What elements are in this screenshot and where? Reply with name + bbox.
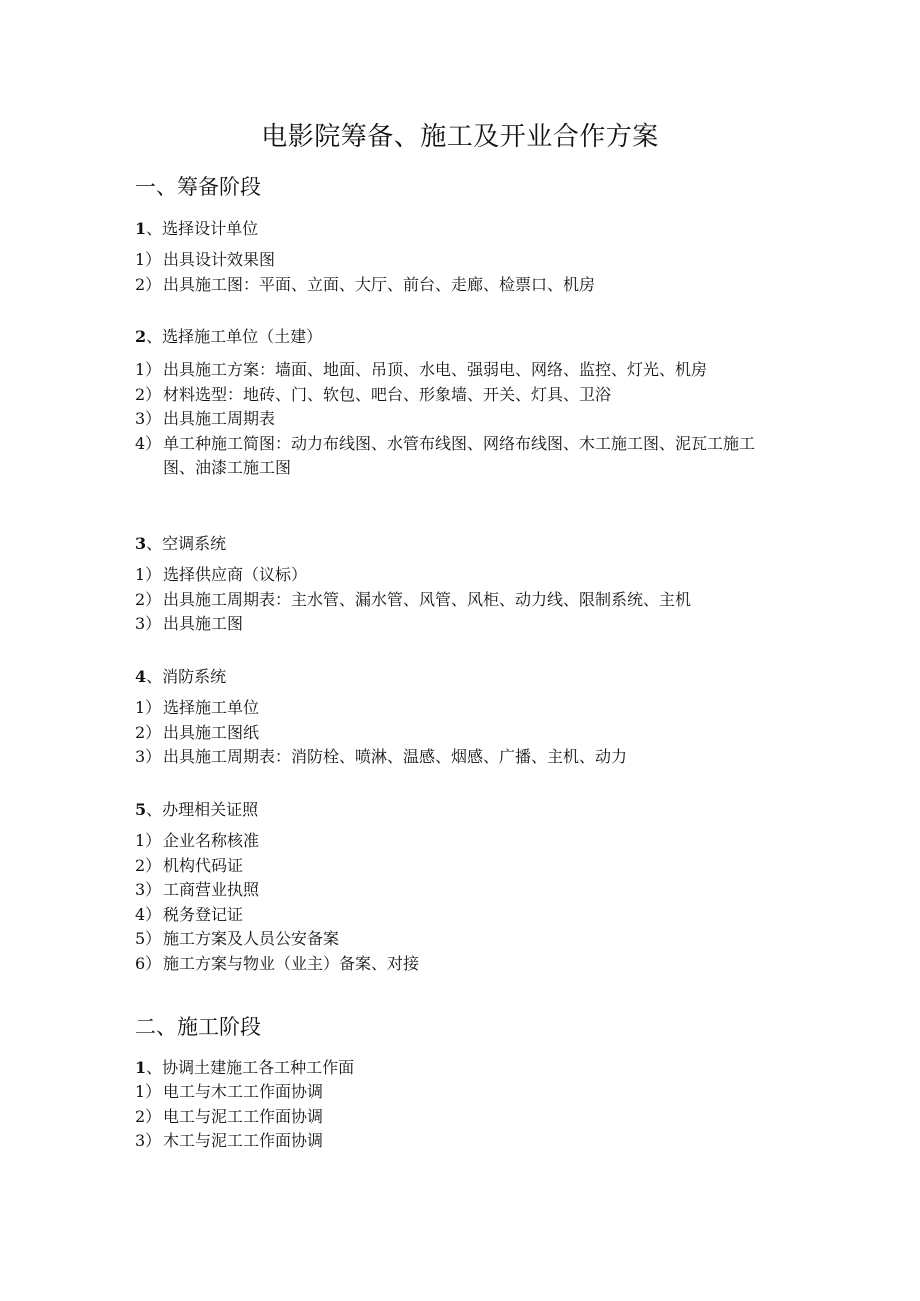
document-title: 电影院筹备、施工及开业合作方案 xyxy=(261,122,659,152)
subsection-heading-design-unit xyxy=(135,217,258,241)
list-marker: 2） xyxy=(135,384,162,404)
list-text: 企业名称核准 xyxy=(163,831,260,850)
list-text: 出具施工方案：墙面、地面、吊顶、水电、强弱电、网络、监控、灯光、机房 xyxy=(163,360,708,379)
list-text: 出具施工图 xyxy=(163,614,244,633)
list-text: 施工方案与物业（业主）备案、对接 xyxy=(163,953,420,973)
list-marker: 1） xyxy=(135,250,162,269)
list-marker: 1） xyxy=(135,360,162,379)
subsection-number: 4 xyxy=(135,667,147,686)
list-marker: 6） xyxy=(135,953,162,973)
subsection-title: 、选择施工单位（土建） xyxy=(146,327,323,346)
subsection-number: 2 xyxy=(135,327,147,346)
list-text: 出具施工图纸 xyxy=(163,722,260,742)
list-item xyxy=(135,248,785,273)
list-item xyxy=(135,927,785,952)
list-marker: 2） xyxy=(135,855,162,875)
subsection-number: 3 xyxy=(135,534,147,553)
list-item xyxy=(135,1080,785,1105)
list-text: 出具施工周期表 xyxy=(163,409,276,428)
list-item xyxy=(135,273,785,298)
subsection-title: 、选择设计单位 xyxy=(146,219,259,238)
list-item xyxy=(135,588,785,613)
list-text: 出具施工图：平面、立面、大厅、前台、走廊、检票口、机房 xyxy=(163,274,596,294)
list-text: 机构代码证 xyxy=(163,855,244,875)
list-marker: 1） xyxy=(135,1082,162,1101)
list-fire-protection xyxy=(135,696,785,770)
list-coordination xyxy=(135,1080,785,1154)
subsection-heading-licenses xyxy=(135,798,258,822)
list-item xyxy=(135,829,785,854)
subsection-title: 、消防系统 xyxy=(146,667,227,686)
list-item xyxy=(135,696,785,721)
list-text: 出具施工周期表：消防栓、喷淋、温感、烟感、广播、主机、动力 xyxy=(163,747,628,766)
subsection-number: 1 xyxy=(135,1058,147,1077)
list-design-unit xyxy=(135,248,785,297)
list-marker: 3） xyxy=(135,614,162,633)
subsection-number: 1 xyxy=(135,219,147,238)
list-licenses xyxy=(135,829,785,976)
subsection-title: 、空调系统 xyxy=(146,534,227,553)
list-text: 选择施工单位 xyxy=(163,698,260,717)
list-item xyxy=(135,432,785,481)
list-marker: 1） xyxy=(135,831,162,850)
list-text: 木工与泥工工作面协调 xyxy=(163,1131,324,1150)
subsection-heading-fire-protection xyxy=(135,665,226,689)
list-marker: 1） xyxy=(135,698,162,717)
list-item xyxy=(135,612,785,637)
list-item xyxy=(135,745,785,770)
list-marker: 2） xyxy=(135,722,162,742)
section-heading-construction: 二、施工阶段 xyxy=(135,1015,261,1039)
subsection-heading-coordination xyxy=(135,1056,354,1080)
list-item xyxy=(135,358,785,383)
list-item xyxy=(135,563,785,588)
list-text: 材料选型：地砖、门、软包、吧台、形象墙、开关、灯具、卫浴 xyxy=(163,384,612,404)
list-text: 税务登记证 xyxy=(163,904,244,924)
list-construction-unit xyxy=(135,358,785,481)
list-item xyxy=(135,903,785,928)
list-text: 施工方案及人员公安备案 xyxy=(163,929,340,948)
list-text: 选择供应商（议标） xyxy=(163,565,308,584)
list-marker: 3） xyxy=(135,747,162,766)
list-text: 电工与木工工作面协调 xyxy=(163,1082,324,1101)
list-text: 单工种施工简图：动力布线图、水管布线图、网络布线图、木工施工图、泥瓦工施工图、油漆工施工图 xyxy=(163,433,756,477)
list-text: 出具施工周期表：主水管、漏水管、风管、风柜、动力线、限制系统、主机 xyxy=(163,589,692,609)
list-marker: 2） xyxy=(135,589,162,609)
list-item xyxy=(135,721,785,746)
list-marker: 3） xyxy=(135,409,162,428)
list-item xyxy=(135,952,785,977)
section-heading-preparation: 一、筹备阶段 xyxy=(135,175,261,199)
list-marker: 5） xyxy=(135,929,162,948)
list-marker: 1） xyxy=(135,565,162,584)
subsection-title: 、办理相关证照 xyxy=(146,800,259,819)
list-item xyxy=(135,383,785,408)
list-item xyxy=(135,854,785,879)
subsection-number: 5 xyxy=(135,800,147,819)
subsection-heading-hvac xyxy=(135,532,226,556)
list-text: 电工与泥工工作面协调 xyxy=(163,1106,324,1126)
list-item xyxy=(135,1129,785,1154)
list-text: 出具设计效果图 xyxy=(163,250,276,269)
list-marker: 2） xyxy=(135,274,162,294)
list-item xyxy=(135,878,785,903)
list-marker: 3） xyxy=(135,1131,162,1150)
list-marker: 2） xyxy=(135,1106,162,1126)
list-item xyxy=(135,1105,785,1130)
subsection-heading-construction-unit xyxy=(135,325,322,349)
list-hvac xyxy=(135,563,785,637)
subsection-title: 、协调土建施工各工种工作面 xyxy=(146,1058,355,1077)
list-marker: 4） xyxy=(135,904,162,924)
list-marker: 3） xyxy=(135,880,162,899)
list-marker: 4） xyxy=(135,433,162,453)
list-item xyxy=(135,407,785,432)
list-text: 工商营业执照 xyxy=(163,880,260,899)
